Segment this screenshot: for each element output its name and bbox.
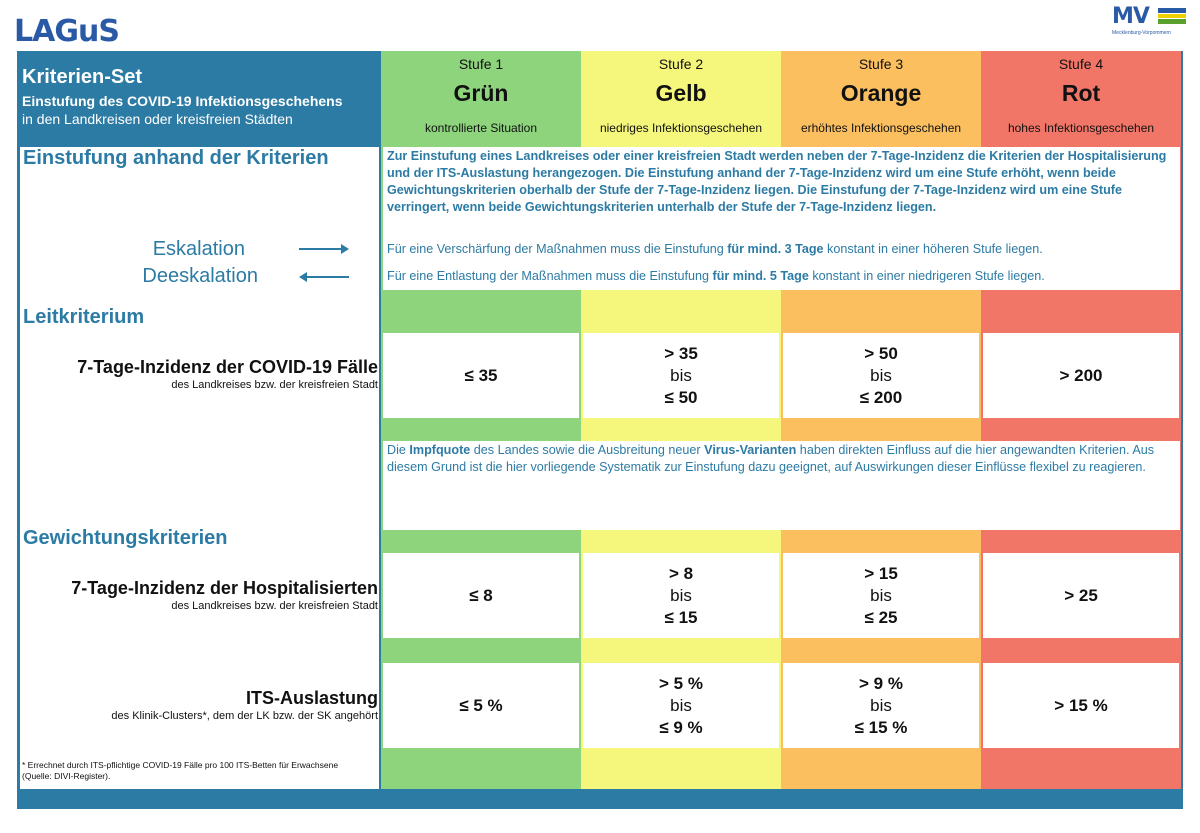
stage-number: Stufe 2 xyxy=(658,56,704,72)
criterion-name-hospitalisierung: 7-Tage-Inzidenz der Hospitalisierten xyxy=(71,578,378,598)
page-subtitle: Einstufung des COVID-19 Infektionsgeschehens xyxy=(22,93,343,109)
threshold-cell: > 8 bis ≤ 15 xyxy=(583,553,779,638)
threshold-cell: ≤ 8 xyxy=(383,553,579,638)
stage-name: Grün xyxy=(453,80,509,106)
einstufung-description: Zur Einstufung eines Landkreises oder einer kreisfreien Stadt werden neben der 7-Tage-Inzidenz die Kriterien der Hospitalisierung und der ITS-Auslastung herangezogen. Die Einstufung anhand der 7-Tage-Inzidenz wird um eine Stufe erhöht, wenn beide Gewichtungskriterien oberhalb der Stufe der 7-Tage-Inzidenz liegen. Die Einstufung der 7-Tage-Inzidenz wird um eine Stufe verringert, wenn beide Gewichtungskriterien unterhalb der Stufe der 7-Tage-Inzidenz liegen. xyxy=(387,149,1167,214)
section-title-leitkriterium: Leitkriterium xyxy=(23,306,145,328)
criterion-sub-inzidenz: des Landkreises bzw. der kreisfreien Stadt xyxy=(171,379,378,391)
impfquote-text: Die Impfquote des Landes sowie die Ausbreitung neuer Virus-Varianten haben direkten Einfluss auf die hier angewandten Kriterien. Aus diesem Grund ist die hier vorliegende Systematik zur Einstufung dazu geeignet, auf Auswirkungen dieser Einflüsse flexibel zu reagieren. xyxy=(387,443,1155,474)
threshold-cell: > 50 bis ≤ 200 xyxy=(783,333,979,418)
deeskalation-text: Für eine Entlastung der Maßnahmen muss die Einstufung für mind. 5 Tage konstant in einer niedrigeren Stufe liegen. xyxy=(387,269,1045,283)
eskalation-text: Für eine Verschärfung der Maßnahmen muss die Einstufung für mind. 3 Tage konstant in einer höheren Stufe liegen. xyxy=(387,242,1043,256)
threshold-cell: > 15 bis ≤ 25 xyxy=(783,553,979,638)
threshold-cell: > 5 % bis ≤ 9 % xyxy=(583,663,779,748)
threshold-cell: ≤ 5 % xyxy=(383,663,579,748)
threshold-cell: > 35 bis ≤ 50 xyxy=(583,333,779,418)
threshold-cell: > 200 xyxy=(983,333,1179,418)
mv-logo: MV Mecklenburg-Vorpommern xyxy=(1112,4,1188,38)
stage-number: Stufe 4 xyxy=(1058,56,1104,72)
threshold-cell: > 15 % xyxy=(983,663,1179,748)
threshold-cell: > 9 % bis ≤ 15 % xyxy=(783,663,979,748)
criterion-name-inzidenz: 7-Tage-Inzidenz der COVID-19 Fälle xyxy=(77,357,378,377)
page-title: Kriterien-Set xyxy=(22,66,143,88)
section-title-einstufung: Einstufung anhand der Kriterien xyxy=(23,147,329,169)
section-title-gewichtung: Gewichtungskriterien xyxy=(23,527,228,549)
criterion-sub-its: des Klinik-Clusters*, dem der LK bzw. der SK angehört xyxy=(111,710,378,722)
deeskalation-label: Deeskalation xyxy=(142,265,258,287)
mv-flag-icon xyxy=(1158,8,1186,26)
arrow-right-icon xyxy=(298,242,350,256)
stage-description: niedriges Infektionsgeschehen xyxy=(599,121,763,135)
stage-description: erhöhtes Infektionsgeschehen xyxy=(800,121,962,135)
stage-number: Stufe 3 xyxy=(858,56,904,72)
threshold-cell: > 25 xyxy=(983,553,1179,638)
stage-name: Orange xyxy=(840,80,922,106)
stage-name: Rot xyxy=(1061,80,1101,106)
criterion-name-its: ITS-Auslastung xyxy=(245,688,378,708)
page-subtitle-2: in den Landkreisen oder kreisfreien Städten xyxy=(22,111,293,127)
threshold-cell: ≤ 35 xyxy=(383,333,579,418)
criterion-sub-hospitalisierung: des Landkreises bzw. der kreisfreien Stadt xyxy=(171,600,378,612)
stage-name: Gelb xyxy=(655,80,707,106)
lagus-logo: LAGuS xyxy=(14,14,119,49)
stage-number: Stufe 1 xyxy=(458,56,504,72)
eskalation-label: Eskalation xyxy=(152,238,245,260)
footnote: * Errechnet durch ITS-pflichtige COVID-19 Fälle pro 100 ITS-Betten für Erwachsene (Quelle: DIVI-Register). xyxy=(22,760,339,781)
stage-description: kontrollierte Situation xyxy=(424,121,538,135)
arrow-left-icon xyxy=(298,270,350,284)
stage-description: hohes Infektionsgeschehen xyxy=(1007,121,1155,135)
